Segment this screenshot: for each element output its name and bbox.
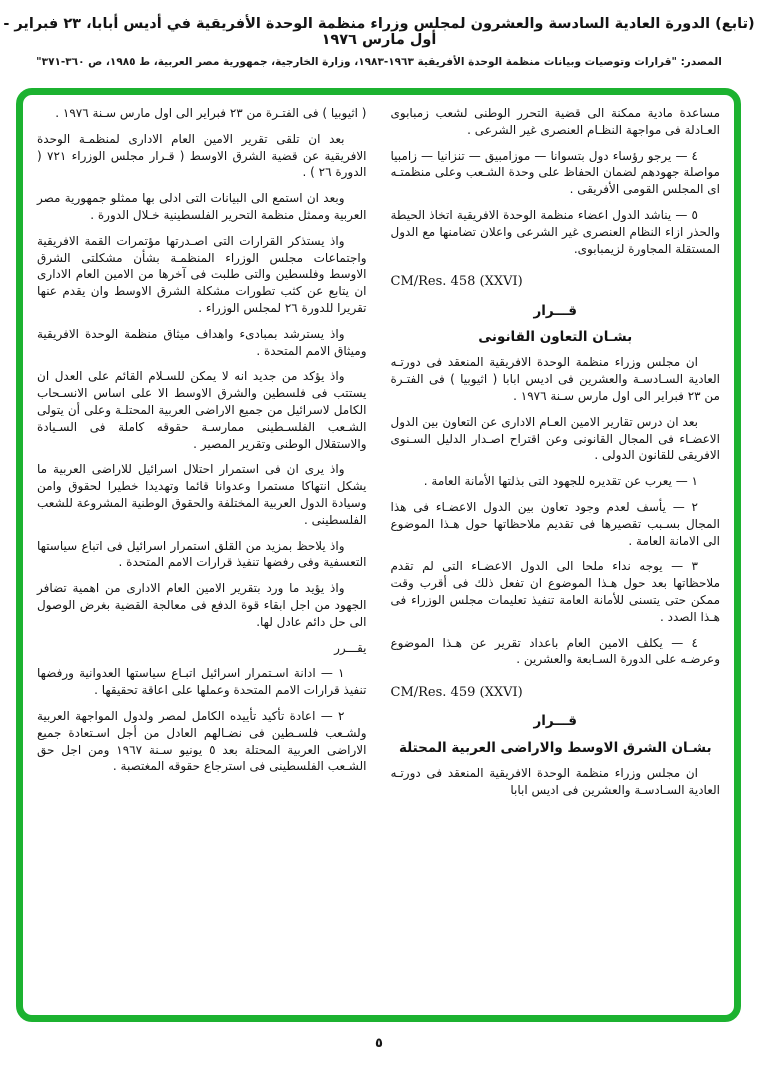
right-col-heading-15: بشـان الشرق الاوسط والاراضى العربية المحتلة	[398, 740, 712, 757]
source-citation: المصدر: "قرارات وتوصيات وبيانات منظمة الوحدة الأفريقية ١٩٦٣-١٩٨٣، وزارة الخارجية، جمهورية مصر العربية، ط ١٩٨٥، ص ٣٦٠-٣٧١"	[36, 56, 722, 68]
page-number: ٥	[375, 1036, 383, 1051]
left-col-paragraph-8: واذ يلاحظ بمزيد من القلق استمرار اسرائيل فى اتباع سياستها التعسفية وفى رفضها تنفيذ قرارات الامم المتحدة .	[37, 538, 367, 570]
column-right	[391, 105, 721, 1007]
right-col-resolution-ref-13: CM/Res. 459 (XXVI)	[390, 685, 523, 701]
column-left	[37, 105, 367, 1007]
right-col-paragraph-3: ٥ — يناشد الدول اعضاء منظمة الوحدة الافريقية اتخاذ الحيطة والحذر ازاء النظام العنصرى غير الشرعى واعلان تضامنها مع الدول المستقلة المجاورة لزيمبابوى.	[390, 207, 720, 256]
right-col-paragraph-8: بعد ان درس تقارير الامين العـام الادارى عن التعاون بين الدول الاعضـاء فى المجال القانونى وعن اقتراح اصـدار الدليل السـنوى الافريقى للقانون الدولى .	[390, 414, 720, 463]
left-col-paragraph-7: واذ يرى ان فى استمرار احتلال اسرائيل للاراضى العربية ما يشكل انتهاكا مستمرا وعدوانا قائما وتهديدا خطيرا لحقوق وامن وسيادة الدول العربية المختلفة والحقوق الوطنية المشروعة للشعب الفلسطينى .	[37, 462, 367, 527]
left-col-paragraph-9: واذ يؤيد ما ورد بتقرير الامين العام الادارى من اهمية تضافر الجهود من اجل ابقاء قوة الدفع فى معالجة القضية بغرض الوصول الى حل دائم عادل لها.	[37, 581, 367, 629]
session-title: (تابع) الدورة العادية السادسة والعشرون لمجلس وزراء منظمة الوحدة الأفريقية في أديس أبابا، ٢٣ فبراير - أول مارس ١٩٧٦	[3, 16, 755, 48]
left-col-paragraph-2: بعد ان تلقى تقرير الامين العام الادارى لمنظمـة الوحدة الافريقية عن قضية الشرق الاوسط ( قـرار مجلس الوزراء ٧٢١ ( الدورة ٢٦ ) .	[37, 131, 367, 180]
document-frame	[16, 88, 741, 1022]
left-col-paragraph-10: يقـــرر	[334, 640, 367, 655]
left-col-paragraph-4: واذ يستذكر القرارات التى اصـدرتها مؤتمرات القمة الافريقية واجتماعات مجلس الوزراء المنظمـة بشأن مشكلتى الشرق الاوسط وفلسطين والتى طلبت فى آخرها من الامين العام الادارى ان يتابع عن كثب تطورات مشكلة الشرق الاوسط وان يقدم عنها تقريرا للدورة ٢٦ لمجلس الوزراء .	[37, 233, 367, 315]
left-col-paragraph-5: واذ يسترشد بمبادىء واهداف ميثاق منظمة الوحدة الافريقية وميثاق الامم المتحدة .	[37, 326, 367, 358]
left-col-paragraph-11: ١ — ادانة اسـتمرار اسرائيل اتبـاع سياستها العدوانية ورفضها تنفيذ قرارات الامم المتحدة وعملها على اعاقة تحقيقها .	[37, 666, 367, 698]
left-col-paragraph-3: وبعد ان استمع الى البيانات التى ادلى بها ممثلو جمهورية مصر العربية وممثل منظمة التحرير الفلسطينية خـلال الدورة .	[37, 191, 367, 222]
left-col-paragraph-1: ( اثيوبيا ) فى الفتـرة من ٢٣ فبراير الى اول مارس سـنة ١٩٧٦ .	[55, 106, 367, 120]
right-col-resolution-ref-4: CM/Res. 458 (XXVI)	[390, 274, 523, 290]
right-col-paragraph-16: ان مجلس وزراء منظمة الوحدة الافريقية المنعقد فى دورتـه العادية السـادسـة والعشرين فى اديس ابابا	[390, 766, 720, 797]
right-col-heading-14: قـــرار	[533, 713, 577, 730]
right-col-paragraph-9: ١ — يعرب عن تقديره للجهود التى بذلتها الأمانة العامة .	[423, 474, 698, 489]
right-col-paragraph-10: ٢ — يأسف لعدم وجود تعاون بين الدول الاعضـاء فى هذا المجال بسـبب تقصيرها فى تقديم ملاحظاتها حول هـذا الموضوع الى الامانة العامة .	[390, 499, 720, 548]
left-col-paragraph-12: ٢ — اعادة تأكيد تأييده الكامل لمصر ولدول المواجهة العربية ولشـعب فلسـطين فى نضـالهم العادل من أجل اسـتعادة جميع الاراضى العربية المحتلة بعد ٥ يونيو سـنة ١٩٦٧ ومن اجل حق الشـعب الفلسطينى فى استرجاع حقوقه المغتصبة .	[37, 708, 367, 774]
right-col-paragraph-12: ٤ — يكلف الامين العام باعداد تقرير عن هـذا الموضوع وعرضـه على الدورة السـابعة والعشرين .	[390, 635, 720, 667]
right-col-paragraph-2: ٤ — يرجو رؤساء دول بتسوانا — موزامبيق — تنزانيا — زامبيا مواصلة جهودهم لضمان الحفاظ على وحدة الشـعب وعلى منظمتـه اى المجلس القومى الأفريقى .	[390, 148, 720, 197]
right-col-paragraph-1: مساعدة مادية ممكنة الى قضية التحرر الوطنى لشعب زمبابوى العـادلة فى مواجهة النظـام العنصرى غير الشرعى .	[390, 106, 720, 137]
right-col-heading-6: بشـان التعاون القانونى	[478, 329, 633, 346]
right-col-paragraph-11: ٣ — يوجه نداء ملحا الى الدول الاعضـاء التى لم تقدم ملاحظاتها بعد حول هـذا الموضوع ان تفعل ذلك فى أقرب وقت ممكن حتى يتسنى للأمانة العامة تنفيذ تعليمات مجلس الوزراء فى هـذا الصدد .	[390, 559, 720, 624]
two-column-text	[37, 105, 720, 1007]
page-header	[0, 0, 758, 68]
left-col-paragraph-6: واذ يؤكد من جديد انه لا يمكن للسـلام القائم على العدل ان يستتب فى فلسطين والشرق الاوسط الا على اساس الانسـحاب الكامل لاسرائيل من جميع الاراضى العربية المحتلـة وعلى أن يتولى الشـعب الفلسـطينى ممارسـة حقوقه كاملة فى السـيادة والاستقلال الوطنى وتقرير المصير .	[37, 369, 367, 451]
right-col-paragraph-7: ان مجلس وزراء منظمة الوحدة الافريقية المنعقد فى دورتـه العادية السـادسـة والعشرين فى اديس ابابا ( اثيوبيا ) فى الفتـرة من ٢٣ فبراير الى اول مارس سـنة ١٩٧٦ .	[390, 355, 720, 403]
right-col-heading-5: قـــرار	[533, 302, 577, 319]
